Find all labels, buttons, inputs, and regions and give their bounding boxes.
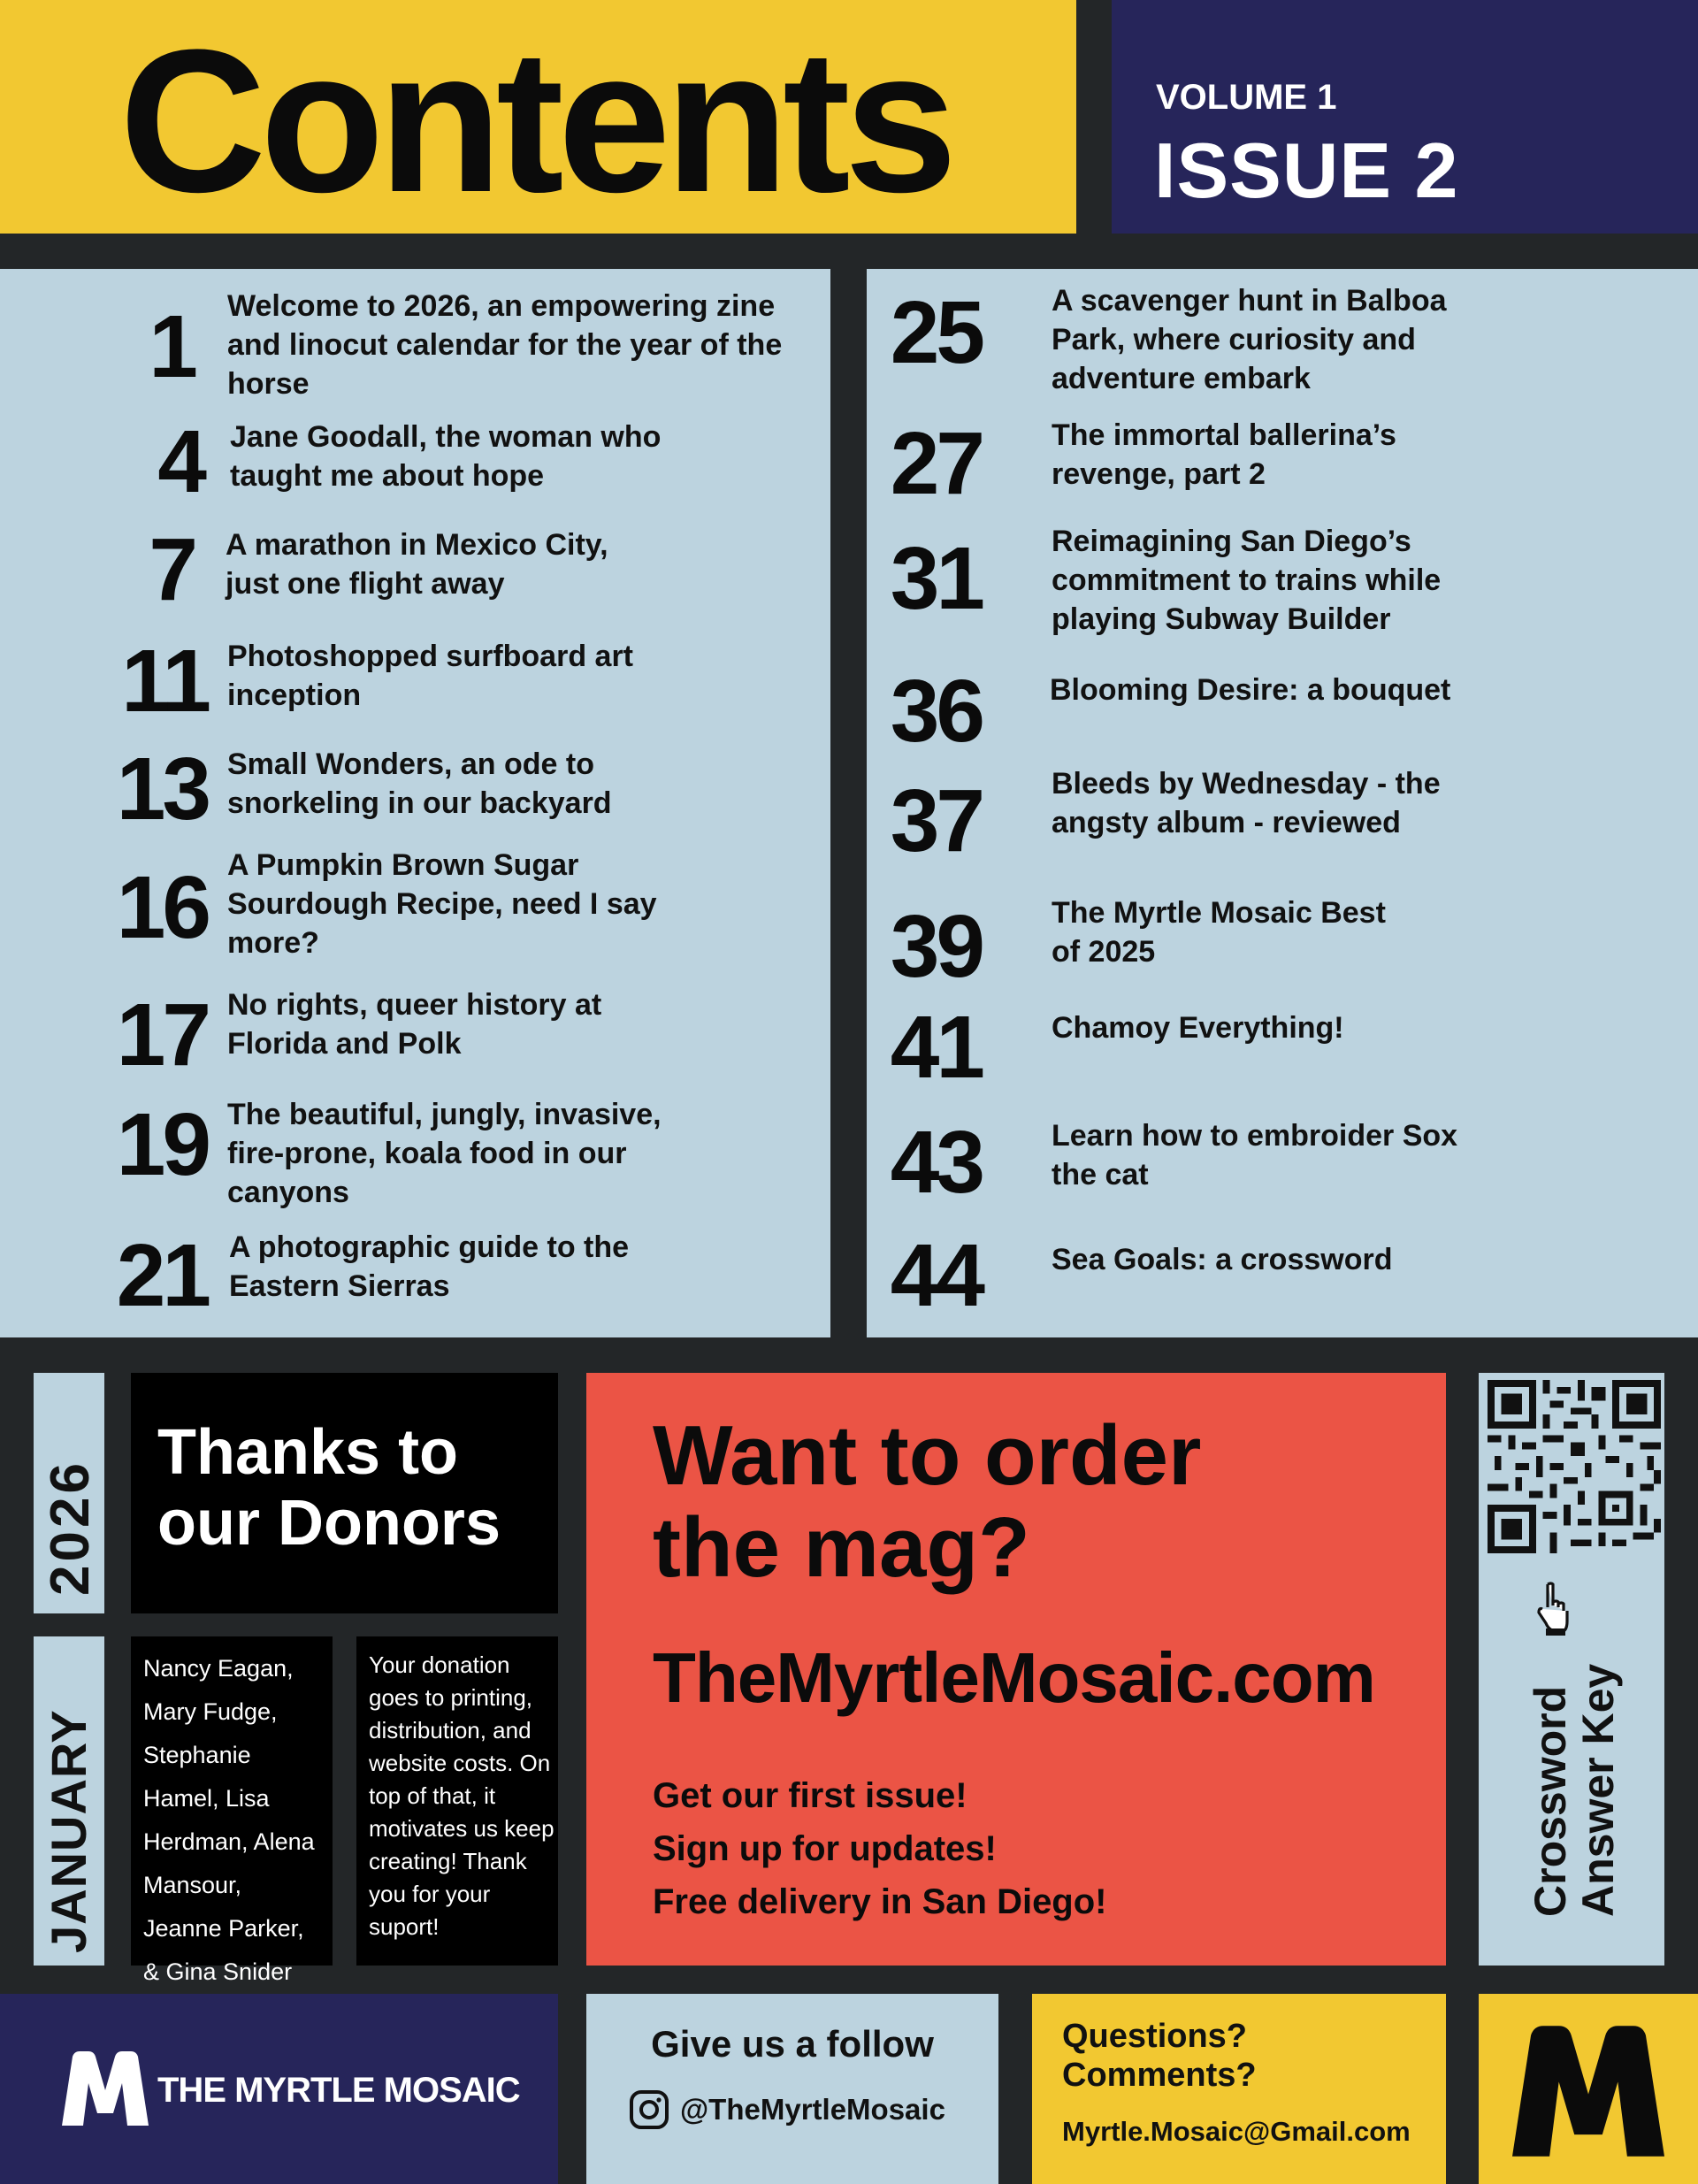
toc-title: A photographic guide to the Eastern Sierras xyxy=(229,1230,630,1303)
order-benefit-item: Sign up for updates! xyxy=(653,1829,997,1868)
donor-names-panel xyxy=(131,1636,333,1985)
toc-title: A Pumpkin Brown Sugar Sourdough Recipe, need I say more? xyxy=(227,848,657,960)
toc-page-number: 31 xyxy=(890,529,982,628)
toc-page-number: 43 xyxy=(890,1113,982,1212)
toc-title: Chamoy Everything! xyxy=(1052,1011,1344,1045)
toc-title: Sea Goals: a crossword xyxy=(1052,1243,1393,1276)
social-follow-panel xyxy=(586,1994,998,2184)
toc-title: A marathon in Mexico City, just one flight away xyxy=(226,528,608,601)
toc-title: Photoshopped surfboard art inception xyxy=(227,640,633,712)
instagram-handle-link[interactable]: @TheMyrtleMosaic xyxy=(680,2093,945,2126)
qr-code-icon[interactable] xyxy=(1488,1380,1661,1553)
order-website-link[interactable]: TheMyrtleMosaic.com xyxy=(653,1638,1375,1717)
calendar-year: 2026 xyxy=(40,1460,101,1596)
donation-note-panel xyxy=(356,1636,558,1966)
toc-title: Bleeds by Wednesday - the angsty album - reviewed xyxy=(1052,767,1441,839)
order-benefits-list xyxy=(653,1769,1107,1928)
contact-email-link[interactable]: Myrtle.Mosaic@Gmail.com xyxy=(1062,2116,1411,2147)
crossword-answer-key-label: Crossword Answer Key xyxy=(1526,1663,1623,1917)
toc-page-number: 13 xyxy=(116,739,208,839)
footer-brand-panel xyxy=(0,1994,558,2184)
toc-page-number: 7 xyxy=(149,520,195,619)
donation-note: Your donation goes to printing, distribution, and website costs. On top of that, it motivates us keep creating! Thank you for your suport! xyxy=(369,1651,555,1940)
follow-label: Give us a follow xyxy=(651,2023,934,2065)
toc-title: A scavenger hunt in Balboa Park, where curiosity and adventure embark xyxy=(1052,284,1447,395)
footer-brand-name: THE MYRTLE MOSAIC xyxy=(157,2071,520,2110)
toc-page-number: 11 xyxy=(121,632,208,731)
toc-left-panel xyxy=(0,269,830,1337)
toc-title: The Myrtle Mosaic Best of 2025 xyxy=(1052,896,1386,969)
toc-title: The immortal ballerina’s revenge, part 2 xyxy=(1052,418,1396,491)
toc-page-number: 21 xyxy=(116,1226,208,1325)
header-title-panel xyxy=(0,0,1076,234)
myrtle-mosaic-logo-icon xyxy=(1512,2020,1664,2162)
toc-page-number: 25 xyxy=(890,283,982,382)
page-title: Contents xyxy=(119,7,952,234)
questions-label: Questions? Comments? xyxy=(1062,2018,1257,2094)
order-heading: Want to order the mag? xyxy=(653,1408,1202,1595)
toc-page-number: 41 xyxy=(890,998,982,1097)
calendar-year-tab xyxy=(34,1373,104,1613)
toc-title: Reimagining San Diego’s commitment to trains while playing Subway Builder xyxy=(1052,525,1442,636)
toc-page-number: 19 xyxy=(116,1095,208,1194)
order-benefit-item: Get our first issue! xyxy=(653,1776,968,1815)
donor-names: Nancy Eagan, Mary Fudge, Stephanie Hamel, Lisa Herdman, Alena Mansour, Jeanne Parker, & Gina Snider xyxy=(143,1655,315,1985)
footer-logo-panel xyxy=(1479,1994,1698,2184)
contact-panel xyxy=(1032,1994,1446,2184)
issue-label: ISSUE 2 xyxy=(1154,126,1459,214)
donors-heading-panel xyxy=(131,1373,558,1613)
toc-title: Welcome to 2026, an empowering zine and linocut calendar for the year of the horse xyxy=(227,289,783,401)
toc-page-number: 1 xyxy=(149,297,195,396)
toc-title: Jane Goodall, the woman who taught me about hope xyxy=(230,420,662,493)
volume-label: VOLUME 1 xyxy=(1156,78,1337,117)
crossword-key-panel xyxy=(1479,1373,1664,1966)
toc-page-number: 4 xyxy=(157,412,203,511)
order-panel xyxy=(586,1373,1446,1966)
toc-title: The beautiful, jungly, invasive, fire-prone, koala food in our canyons xyxy=(227,1098,662,1209)
calendar-month: JANUARY xyxy=(41,1709,96,1953)
toc-title: Blooming Desire: a bouquet xyxy=(1050,673,1451,707)
toc-page-number: 16 xyxy=(116,858,208,957)
toc-page-number: 17 xyxy=(116,985,208,1084)
toc-right-panel xyxy=(867,269,1698,1337)
calendar-month-tab xyxy=(34,1636,104,1966)
toc-page-number: 44 xyxy=(890,1226,982,1325)
toc-title: Learn how to embroider Sox the cat xyxy=(1052,1119,1458,1192)
donors-title: Thanks to our Donors xyxy=(157,1417,501,1559)
toc-page-number: 37 xyxy=(890,771,982,870)
toc-title: No rights, queer history at Florida and Polk xyxy=(227,988,602,1061)
myrtle-mosaic-logo-icon xyxy=(62,2051,149,2126)
toc-page-number: 27 xyxy=(890,414,982,513)
order-benefit-item: Free delivery in San Diego! xyxy=(653,1882,1107,1921)
toc-page-number: 36 xyxy=(890,662,982,761)
toc-title: Small Wonders, an ode to snorkeling in our backyard xyxy=(227,747,612,820)
instagram-icon[interactable] xyxy=(629,2089,669,2130)
toc-page-number: 39 xyxy=(890,897,982,996)
